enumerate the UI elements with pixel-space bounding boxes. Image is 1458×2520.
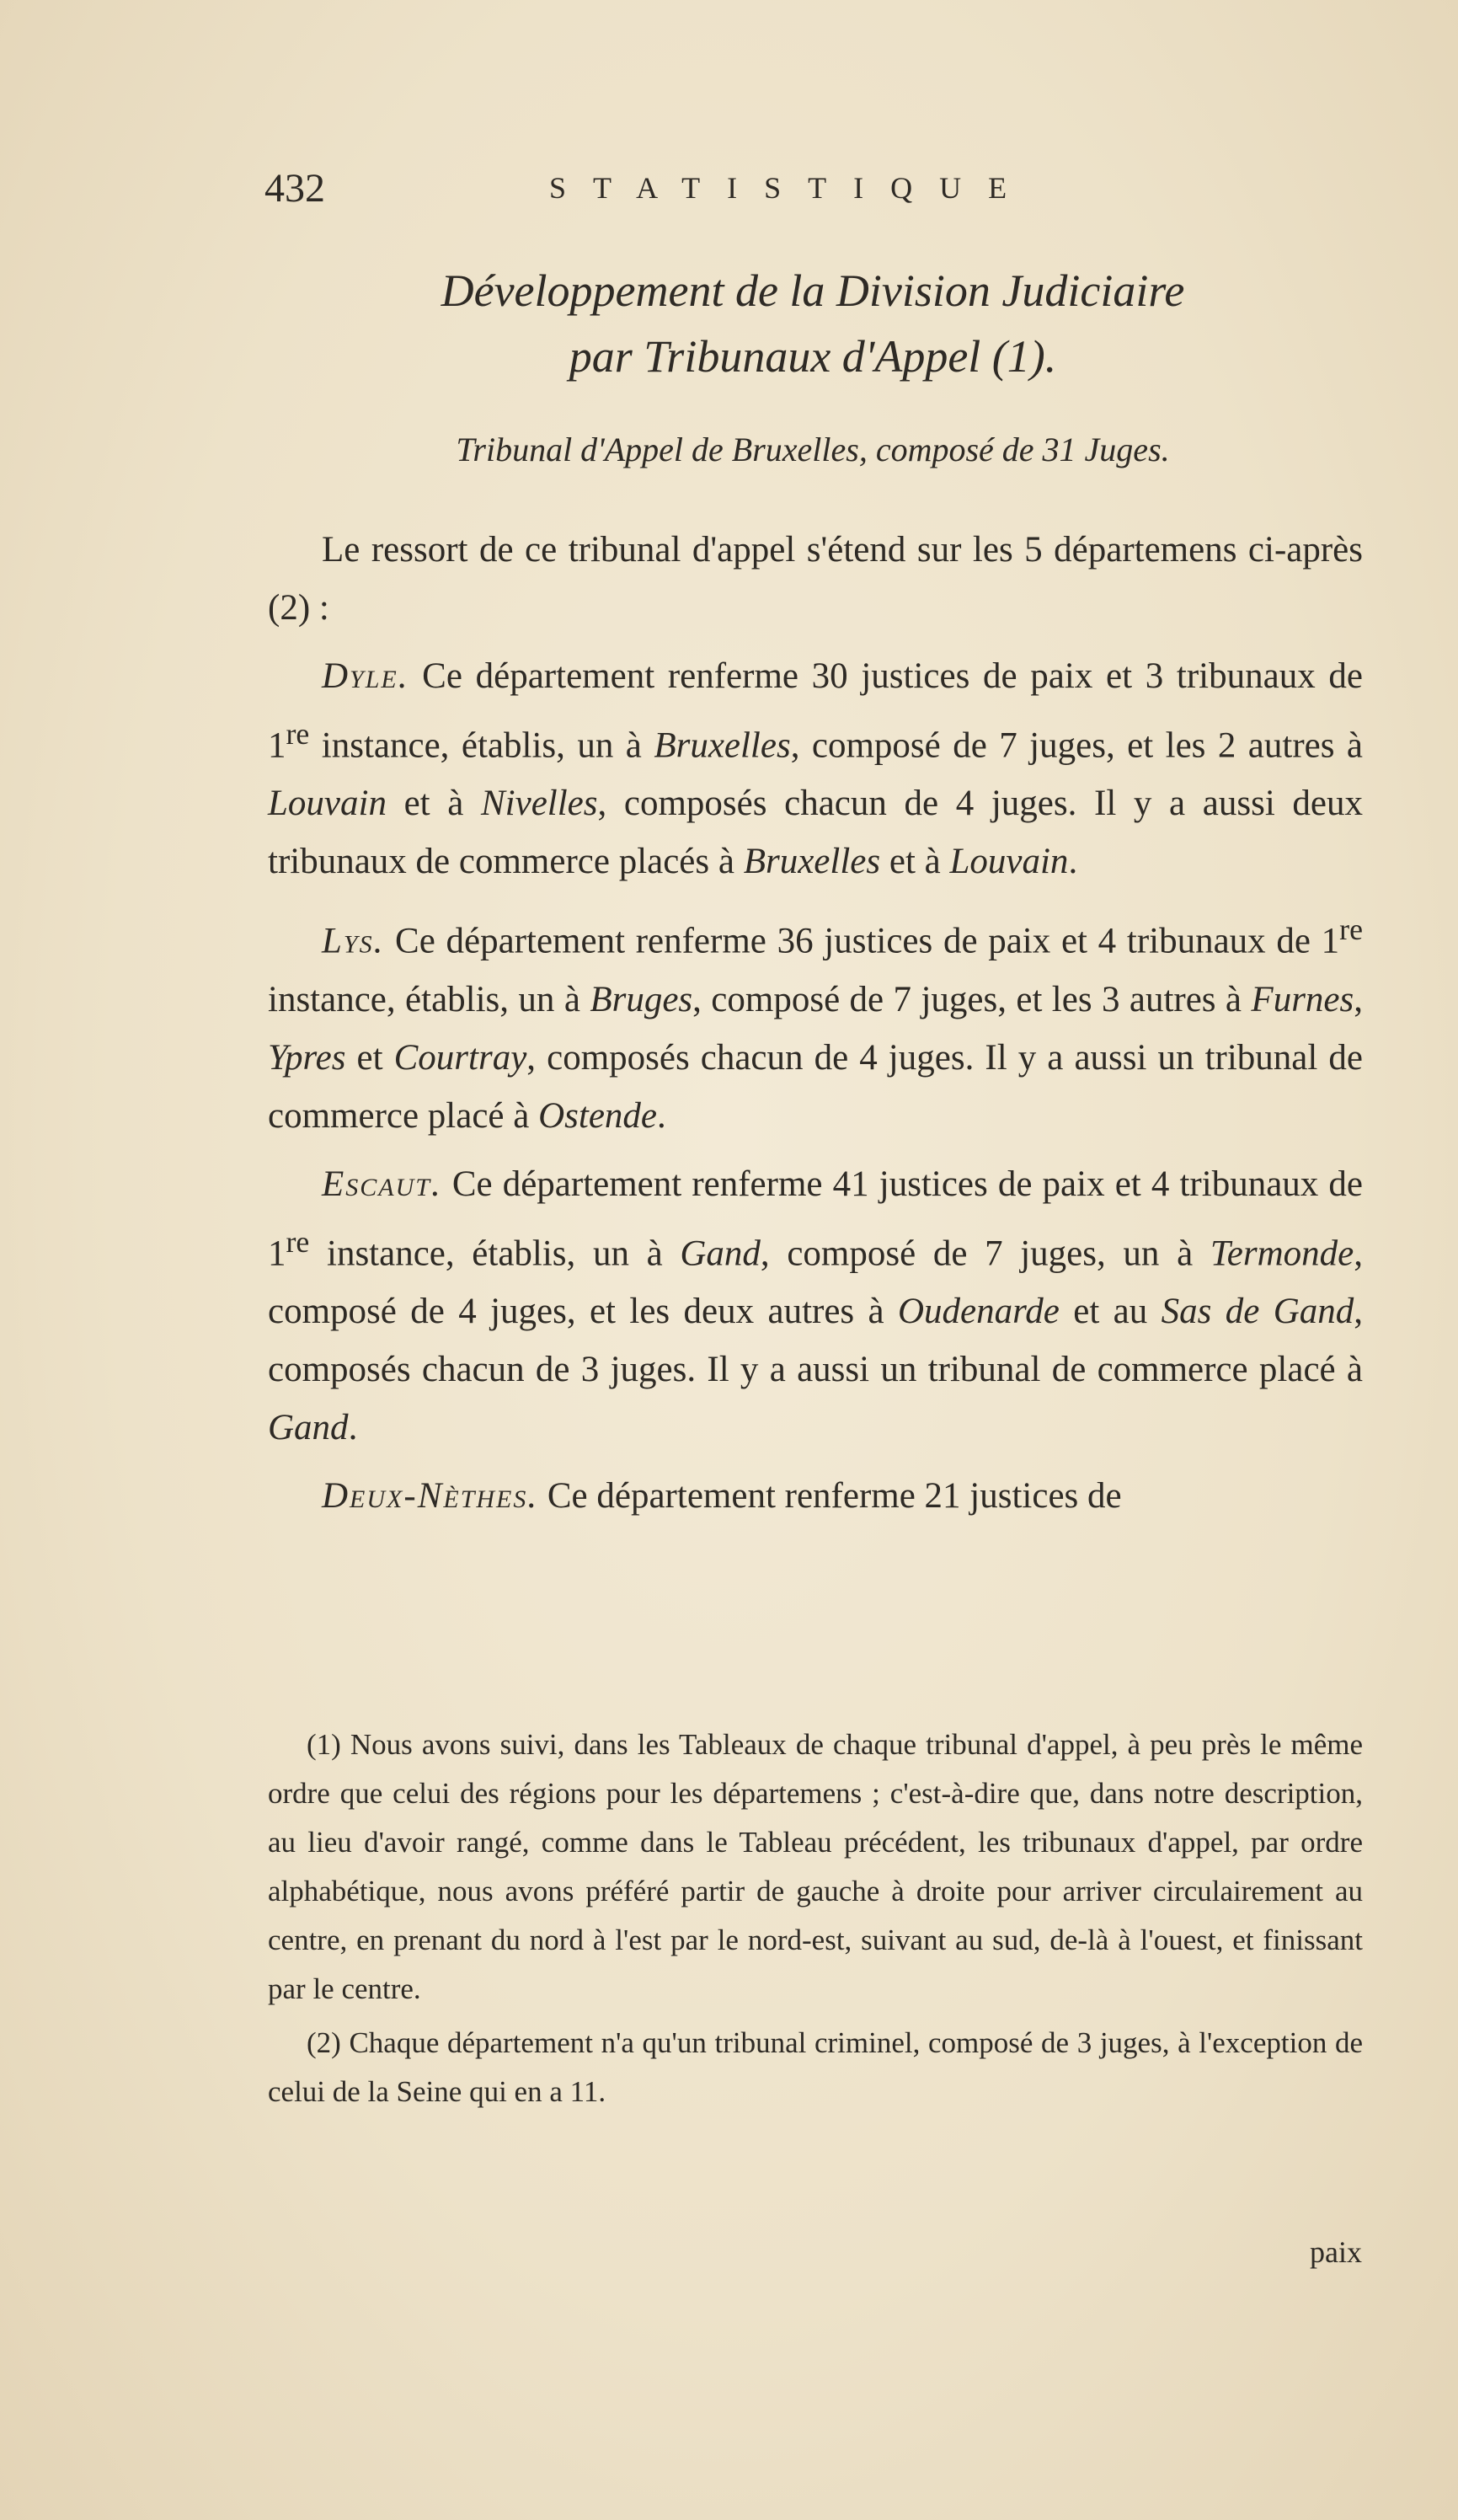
place-name: Louvain bbox=[949, 842, 1069, 882]
intro-paragraph: Le ressort de ce tribunal d'appel s'étend sur les 5 départemens ci-après (2) : bbox=[268, 530, 1363, 628]
department-name: Dyle. bbox=[322, 656, 409, 696]
text-run: . bbox=[657, 1095, 666, 1136]
body-text bbox=[268, 521, 1363, 1535]
place-name: Ostende bbox=[538, 1095, 657, 1136]
place-name: Bruxelles bbox=[654, 725, 791, 766]
page-number: 432 bbox=[264, 166, 325, 211]
text-run: , composé de 4 juges, et les deux autres à bbox=[268, 1233, 1364, 1331]
footnotes bbox=[268, 1720, 1363, 2121]
superscript: re bbox=[286, 1224, 310, 1259]
text-run: , composé de 7 juges, un à bbox=[760, 1233, 1210, 1273]
paragraph-escaut bbox=[268, 1155, 1363, 1457]
paragraph-deux-nethes bbox=[268, 1467, 1363, 1525]
place-name: Nivelles bbox=[480, 784, 598, 824]
text-run: , bbox=[1354, 979, 1363, 1019]
text-run: . bbox=[348, 1407, 358, 1447]
place-name: Furnes bbox=[1251, 979, 1354, 1019]
text-run: , composé de 7 juges, et les 2 autres à bbox=[790, 725, 1363, 766]
text-run: Ce département renferme 41 justices de paix et 4 tribunaux de 1 bbox=[268, 1164, 1363, 1273]
place-name: Courtray bbox=[393, 1037, 527, 1078]
place-name: Bruges bbox=[590, 979, 693, 1019]
text-run: instance, établis, un à bbox=[309, 1233, 681, 1273]
text-run: Ce département renferme 21 justices de bbox=[538, 1475, 1122, 1516]
text-run: , composés chacun de 3 juges. Il y a aussi un tribunal de commerce placé à bbox=[268, 1291, 1364, 1389]
superscript: re bbox=[1339, 912, 1363, 947]
text-run: et à bbox=[386, 784, 481, 824]
department-name: Escaut. bbox=[322, 1164, 442, 1204]
place-name: Bruxelles bbox=[743, 842, 881, 882]
place-name: Sas de Gand bbox=[1161, 1291, 1354, 1331]
text-run: , composés chacun de 4 juges. Il y a aussi un tribunal de commerce placé à bbox=[268, 1037, 1363, 1136]
text-run: et bbox=[345, 1037, 394, 1078]
section-title-line-2: par Tribunaux d'Appel (1). bbox=[569, 331, 1057, 382]
text-run: instance, établis, un à bbox=[268, 979, 590, 1019]
place-name: Louvain bbox=[268, 784, 387, 824]
superscript: re bbox=[286, 717, 310, 751]
text-run: et à bbox=[880, 842, 950, 882]
section-title-line-1: Développement de la Division Judiciaire bbox=[441, 265, 1185, 316]
running-head: STATISTIQUE bbox=[549, 171, 1034, 205]
page-header bbox=[264, 165, 1359, 224]
place-name: Ypres bbox=[268, 1037, 346, 1078]
catchword: paix bbox=[1310, 2235, 1362, 2269]
section-title bbox=[253, 258, 1373, 389]
paragraph-dyle bbox=[268, 647, 1363, 891]
place-name: Oudenarde bbox=[898, 1291, 1060, 1331]
text-run: Ce département renferme 36 justices de paix et 4 tribunaux de 1 bbox=[384, 921, 1340, 961]
place-name: Termonde bbox=[1210, 1233, 1354, 1273]
text-run: . bbox=[1068, 842, 1078, 882]
footnote-2: (2) Chaque département n'a qu'un tribunal criminel, composé de 3 juges, à l'exception de celui de la Seine qui en a 11. bbox=[268, 2026, 1363, 2108]
place-name: Gand bbox=[680, 1233, 761, 1273]
footnote-1: (1) Nous avons suivi, dans les Tableaux de chaque tribunal d'appel, à peu près le même ordre que celui des régions pour les départemens ; c'est-à-dire que, dans notre description, au lieu d'avoir rangé, comme dans le Tableau précédent, les tribunaux d'appel, par ordre alphabétique, nous avons préféré partir de gauche à droite pour arriver circulairement au centre, en prenant du nord à l'est par le nord-est, suivant au sud, de-là à l'ouest, et finissant par le centre. bbox=[268, 1728, 1363, 2005]
text-run: Ce département renferme 30 justices de paix et 3 tribunaux de 1 bbox=[268, 656, 1363, 766]
place-name: Gand bbox=[268, 1407, 349, 1447]
department-name: Lys. bbox=[322, 921, 385, 961]
paragraph-lys bbox=[268, 901, 1363, 1144]
department-name: Deux-Nèthes. bbox=[322, 1475, 539, 1516]
text-run: et au bbox=[1059, 1291, 1162, 1331]
text-run: , composé de 7 juges, et les 3 autres à bbox=[692, 979, 1252, 1019]
text-run: , composés chacun de 4 juges. Il y a aussi deux tribunaux de commerce placés à bbox=[268, 784, 1363, 882]
text-run: instance, établis, un à bbox=[309, 725, 654, 766]
section-subtitle: Tribunal d'Appel de Bruxelles, composé de 31 Juges. bbox=[456, 431, 1170, 468]
